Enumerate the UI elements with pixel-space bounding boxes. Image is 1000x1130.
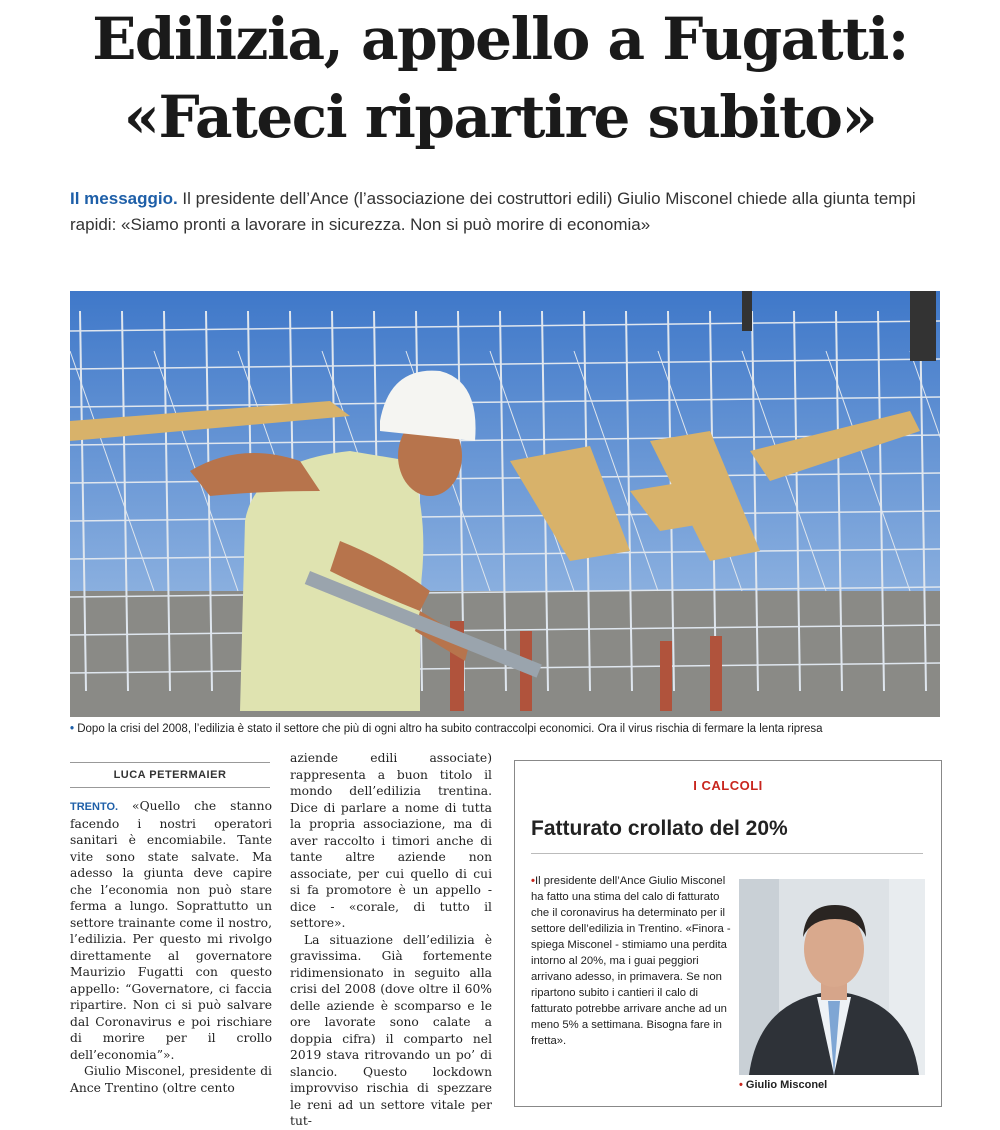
byline: LUCA PETERMAIER: [70, 762, 270, 788]
bullet-icon: •: [531, 875, 535, 887]
dateline: TRENTO.: [70, 801, 119, 813]
sidebar-label: I CALCOLI: [693, 778, 763, 793]
portrait-caption: [739, 1079, 827, 1091]
headline-line-1: Edilizia, appello a Fugatti:: [92, 5, 908, 73]
headline-line-2: «Fateci ripartire subito»: [123, 83, 877, 151]
subhead: [70, 186, 950, 238]
sidebar-text: [531, 873, 731, 1049]
subhead-text: Il presidente dell’Ance (l’associazione dei costruttori edili) Giulio Misconel chiede alla giunta tempi rapidi: «Siamo pronti a lavorare in sicurezza. Non si può morire di economia»: [70, 189, 916, 234]
divider: [531, 853, 923, 854]
article-paragraph: Giulio Misconel, presidente di Ance Trentino (oltre cento: [70, 1064, 272, 1095]
portrait-caption-text: Giulio Misconel: [745, 1079, 828, 1091]
photo-caption-text: Dopo la crisi del 2008, l’edilizia è stato il settore che più di ogni altro ha subito contraccolpi economici. Ora il virus rischia di fermare la lenta ripresa: [77, 723, 823, 735]
article-column-2: [290, 750, 492, 1130]
subhead-lead: Il messaggio.: [70, 189, 178, 208]
bullet-icon: •: [70, 723, 75, 735]
article-column-1: [70, 798, 272, 1096]
article-paragraph: aziende edili associate) rappresenta a buon titolo il mondo dell’edilizia trentina. Dice di parlare a nome di tutta la propria associazione, ma di aver raccolto i timori anche di tante altre aziende non associate, per cui quello di cui si fa promotore è un appello - dice - «corale, di tutto il settore».: [290, 751, 492, 930]
portrait-photo: [739, 879, 925, 1075]
scaffolding-worker-photo: [70, 291, 940, 717]
photo-caption: [70, 723, 950, 735]
article-paragraph-text: «Quello che stanno facendo i nostri operatori sanitari è encomiabile. Tante vite sono state salvate. Ma adesso la giunta deve capire che l’economia non può stare ferma a lungo. Soprattutto un settore trainante come il nostro, l’edilizia. Per questo mi rivolgo direttamente al governatore Maurizio Fugatti con questo appello: “Governatore, ci faccia ripartire. Non ci si può salvare dal Coronavirus e poi rischiare di morire per il crollo dell’economia”».: [70, 799, 272, 1062]
sidebar-title: Fatturato crollato del 20%: [531, 817, 788, 840]
sidebar-box: [514, 760, 942, 1107]
bullet-icon: •: [739, 1079, 743, 1091]
article-paragraph: [70, 798, 272, 1063]
sidebar-text-body: Il presidente dell’Ance Giulio Misconel ha fatto una stima del calo di fatturato che il coronavirus ha determinato per il settore dell’edilizia in Trentino. «Finora - spiega Misconel - stimiamo una perdita intorno al 20%, ma i guai peggiori arrivano adesso, in primavera. Se non ripartono subito i cantieri il calo di fatturato potrebbe arrivare anche ad un meno 5% a settimana. Bisogna fare in fretta».: [531, 875, 731, 1047]
article-paragraph: La situazione dell’edilizia è gravissima. Già fortemente ridimensionato in seguito alla crisi del 2008 (dove oltre il 60% delle aziende è scomparso e le ore lavorate sono calate a doppia cifra) il comparto nel 2019 stava ritrovando un po’ di slancio. Questo lockdown improvviso rischia di spezzare le reni ad un settore vitale per tut-: [290, 932, 492, 1128]
